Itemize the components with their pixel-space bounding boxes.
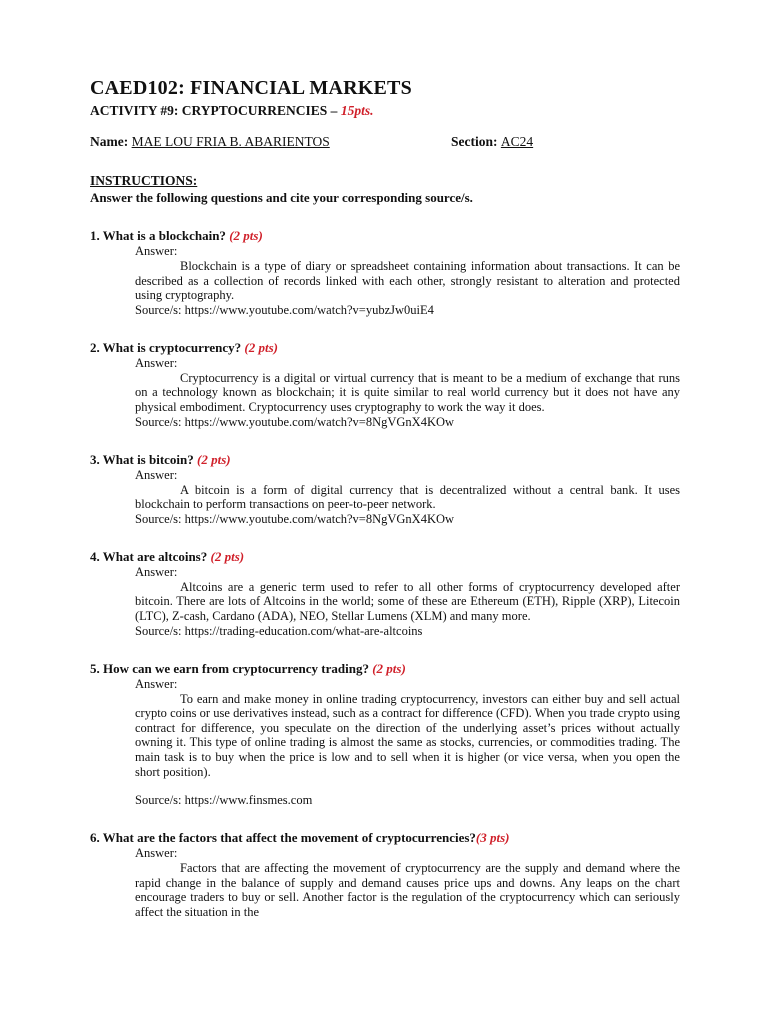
answer-text: To earn and make money in online trading cryptocurrency, investors can either buy and sell actual crypto coins or use derivatives instead, such as a contract for difference (CFD). When you trade crypto using contract for difference, you speculate on the direction of the underlying asset’s prices without actually owning it. This type of online trading is almost the same as stocks, currencies, or commodities trading. The main task is to buy when the price is low and to sell when it is higher (or vice versa, when you open the short position).	[135, 691, 680, 779]
source-citation: Source/s: https://www.youtube.com/watch?v=8NgVGnX4KOw	[135, 414, 455, 429]
document-page	[90, 76, 680, 919]
question-text: 5. How can we earn from cryptocurrency trading?	[90, 660, 373, 676]
question-points: (2 pts)	[197, 451, 231, 467]
source-citation: Source/s: https://www.youtube.com/watch?v=8NgVGnX4KOw	[135, 511, 455, 526]
answer-label: Answer:	[135, 676, 178, 691]
question-title	[90, 227, 680, 244]
source-citation: Source/s: https://www.finsmes.com	[135, 793, 313, 808]
course-title: CAED102: FINANCIAL MARKETS	[90, 77, 412, 99]
answer-label: Answer:	[135, 467, 178, 482]
question-5	[90, 660, 680, 809]
question-text: 4. What are altcoins?	[90, 548, 211, 564]
instructions-title: INSTRUCTIONS:	[90, 173, 198, 188]
question-title	[90, 548, 680, 565]
question-title	[90, 829, 680, 846]
question-3	[90, 451, 680, 527]
section-value: AC24	[500, 134, 534, 149]
question-2	[90, 339, 680, 430]
answer-text: Blockchain is a type of diary or spreadsheet containing information about transactions. It can be described as a collection of records linked with each other, strongly resistant to alteration and protected using cryptography.	[135, 259, 680, 303]
student-name: MAE LOU FRIA B. ABARIENTOS	[131, 134, 330, 149]
question-1	[90, 227, 680, 318]
question-6	[90, 829, 680, 919]
answer-label: Answer:	[135, 564, 178, 579]
question-points: (2 pts)	[210, 548, 245, 564]
question-title	[90, 451, 680, 468]
source-citation: Source/s: https://www.youtube.com/watch?v=yubzJw0uiE4	[135, 302, 434, 317]
question-points: (2 pts)	[244, 339, 279, 355]
answer-text: Cryptocurrency is a digital or virtual currency that is meant to be a medium of exchange that runs on a technology known as blockchain; it is quite similar to real world currency but it does not have any physical embodiment. Cryptocurrency uses cryptography to work the way it does.	[135, 370, 680, 414]
answer-text: Factors that are affecting the movement of cryptocurrency are the supply and demand where the rapid change in the balance of supply and demand causes price ups and downs. Any leaps on the chart encourage traders to buy or sell. Another factor is the regulation of the cryptocurrency which can seriously affect the situation in the	[135, 861, 680, 919]
question-points: (3 pts)	[475, 830, 510, 846]
question-points: (2 pts)	[372, 660, 406, 676]
section-field	[451, 134, 533, 150]
activity-title: ACTIVITY #9: CRYPTOCURRENCIES –	[90, 103, 341, 118]
question-4	[90, 548, 680, 639]
activity-heading	[90, 102, 680, 120]
question-text: 6. What are the factors that affect the movement of cryptocurrencies?	[90, 830, 476, 846]
question-text: 3. What is bitcoin?	[90, 451, 198, 467]
name-label: Name:	[90, 134, 132, 149]
section-label: Section:	[451, 134, 501, 149]
question-title	[90, 339, 680, 356]
answer-label: Answer:	[135, 355, 178, 370]
question-text: 1. What is a blockchain?	[90, 228, 230, 243]
instructions-text: Answer the following questions and cite your corresponding source/s.	[90, 190, 473, 205]
activity-points: 15pts.	[340, 103, 374, 118]
question-title	[90, 660, 680, 677]
question-points: (2 pts)	[229, 228, 263, 243]
question-text: 2. What is cryptocurrency?	[90, 339, 245, 355]
source-citation: Source/s: https://trading-education.com/what-are-altcoins	[135, 623, 423, 638]
answer-text: A bitcoin is a form of digital currency that is decentralized without a central bank. It uses blockchain to perform transactions on peer-to-peer network.	[135, 482, 680, 512]
student-info	[90, 134, 680, 152]
answer-label: Answer:	[135, 846, 178, 861]
answer-text: Altcoins are a generic term used to refer to all other forms of cryptocurrency developed after bitcoin. There are lots of Altcoins in the world; some of these are Ethereum (ETH), Ripple (XRP), Litecoin (LTC), Z-cash, Cardano (ADA), NEO, Stellar Lumens (XLM) and many more.	[135, 579, 680, 623]
answer-label: Answer:	[135, 244, 178, 258]
